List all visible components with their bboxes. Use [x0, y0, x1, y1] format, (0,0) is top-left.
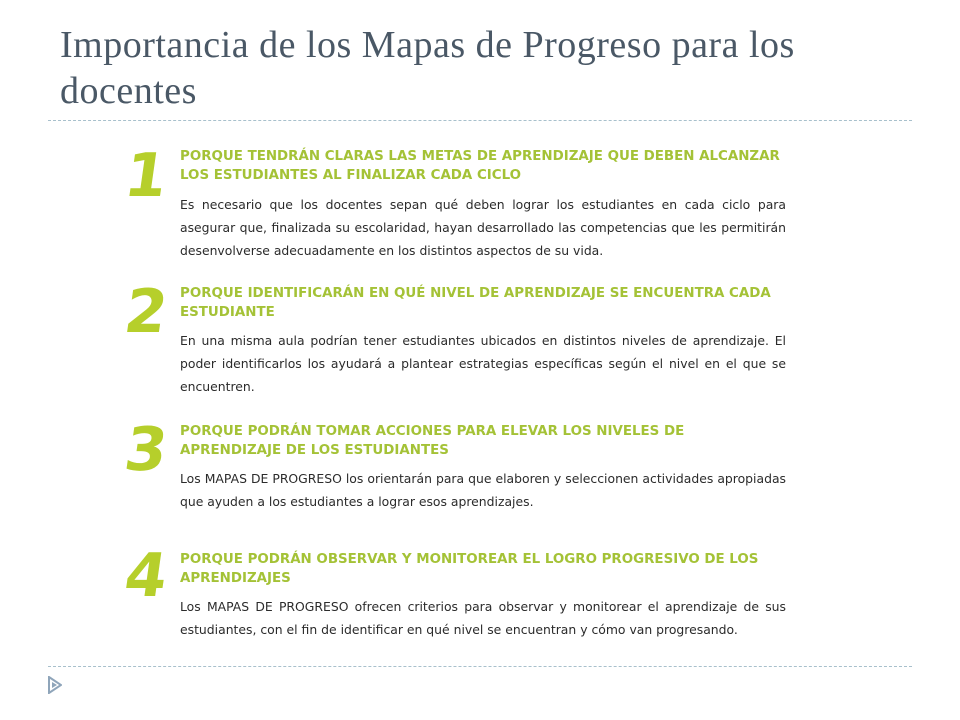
top-divider — [48, 120, 912, 121]
item-body: En una misma aula podrían tener estudiantes ubicados en distintos niveles de aprendizaje. El poder identificarlos los ayudará a plantear estrategias específicas según el nivel en el que se encuentren. — [180, 333, 786, 394]
bottom-divider — [48, 666, 912, 667]
item-heading: PORQUE PODRÁN TOMAR ACCIONES PARA ELEVAR LOS NIVELES DE APRENDIZAJE DE LOS ESTUDIANTES — [180, 424, 685, 458]
item-number: 3 — [120, 415, 172, 485]
item-number: 2 — [120, 277, 172, 347]
item-heading: PORQUE TENDRÁN CLARAS LAS METAS DE APRENDIZAJE QUE DEBEN ALCANZAR LOS ESTUDIANTES AL FINALIZAR CADA CICLO — [180, 149, 780, 183]
page-title: Importancia de los Mapas de Progreso para los docentes — [60, 24, 795, 112]
item-heading: PORQUE PODRÁN OBSERVAR Y MONITOREAR EL LOGRO PROGRESIVO DE LOS APRENDIZAJES — [180, 552, 759, 586]
item-heading: PORQUE IDENTIFICARÁN EN QUÉ NIVEL DE APRENDIZAJE SE ENCUENTRA CADA ESTUDIANTE — [180, 286, 771, 320]
item-number: 4 — [120, 541, 172, 611]
item-body: Los MAPAS DE PROGRESO ofrecen criterios para observar y monitorear el aprendizaje de sus estudiantes, con el fin de identificar en qué nivel se encuentran y cómo van progresando. — [180, 599, 786, 637]
item-number: 1 — [120, 141, 172, 211]
item-body: Los MAPAS DE PROGRESO los orientarán para que elaboren y seleccionen actividades apropiadas que ayuden a los estudiantes a lograr esos aprendizajes. — [180, 471, 786, 509]
item-body: Es necesario que los docentes sepan qué deben lograr los estudiantes en cada ciclo para asegurar que, finalizada su escolaridad, hayan desarrollado las competencias que les permitirán desenvolverse adecuadamente en los distintos aspectos de su vida. — [180, 197, 786, 258]
triangle-right-icon — [48, 676, 62, 694]
